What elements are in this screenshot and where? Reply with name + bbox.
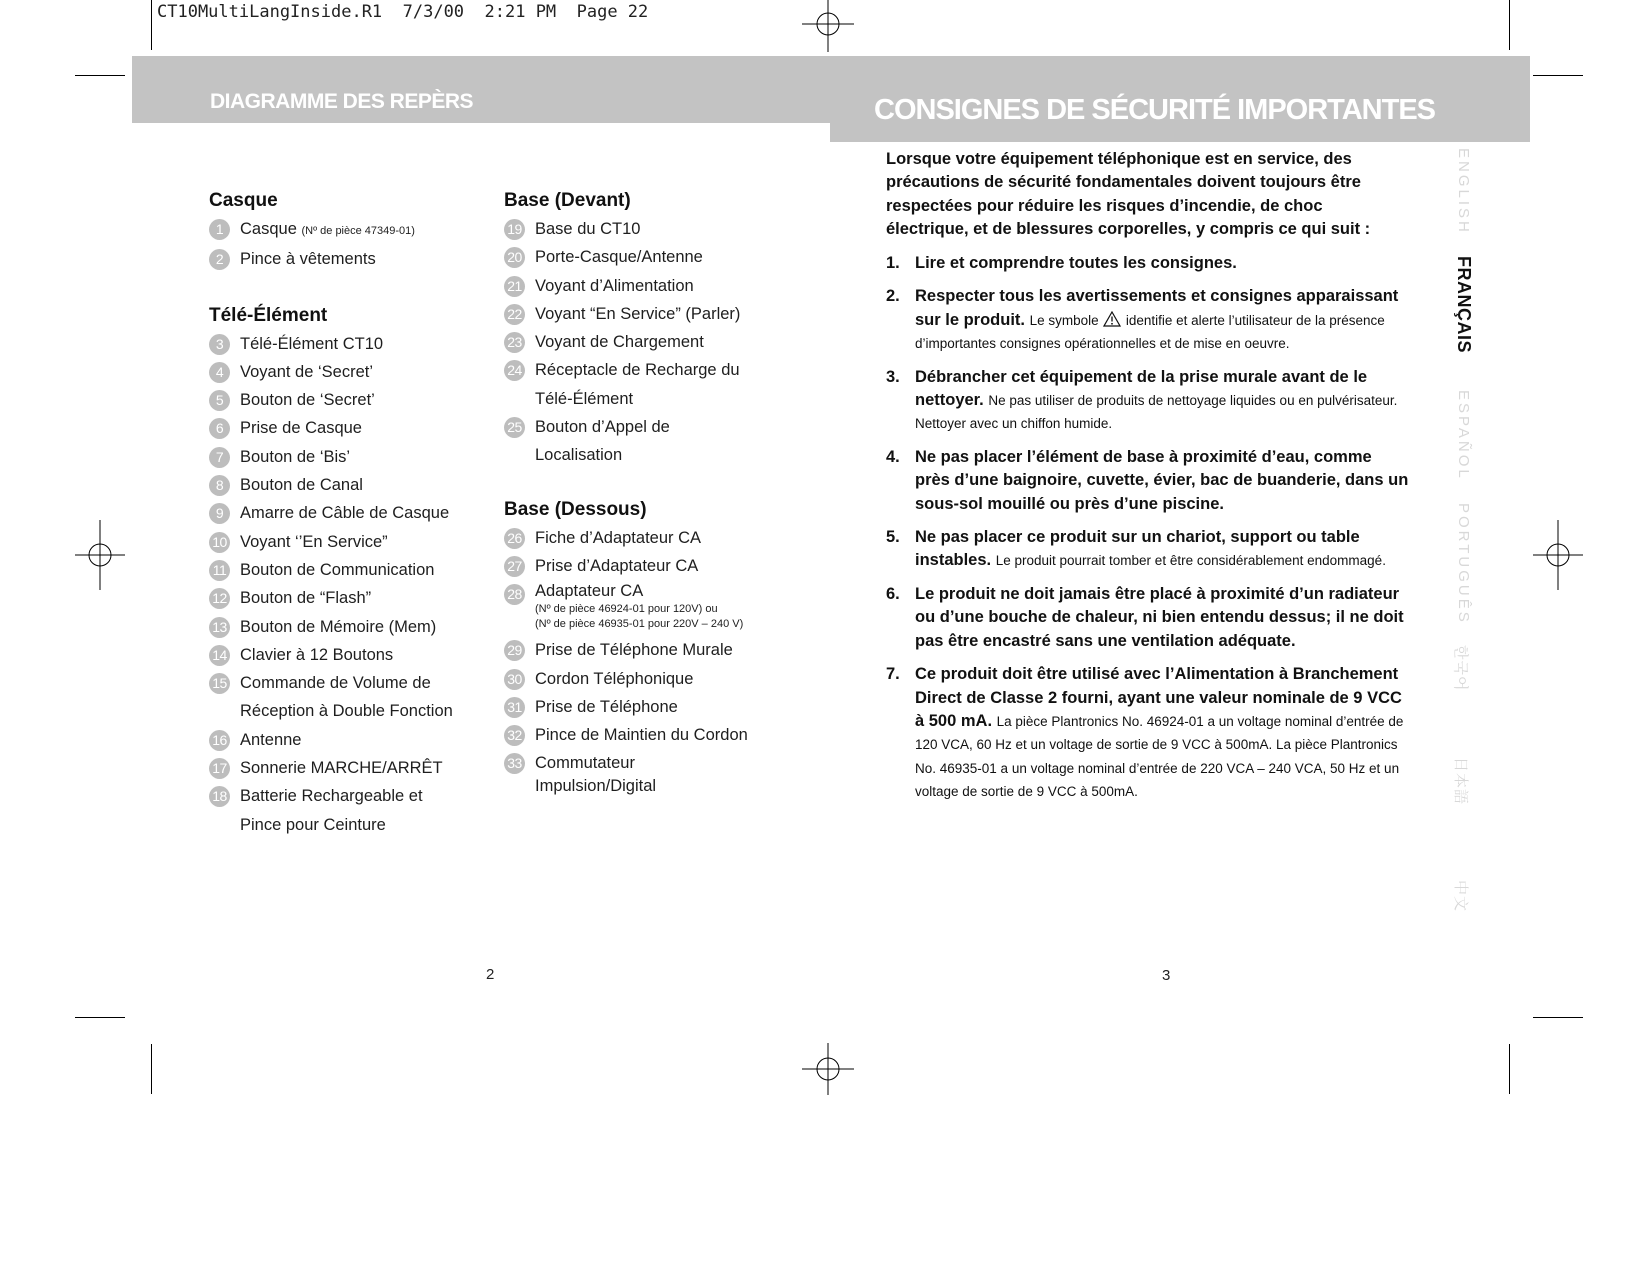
item-label: Bouton de “Flash” [240,589,372,608]
crop-mark [75,75,125,76]
safety-item [886,583,1411,653]
left-page-title: DIAGRAMME DES REPÈRS [210,90,474,113]
legend-item [209,726,489,754]
item-number-badge: 3 [209,334,230,355]
item-number-badge: 10 [209,532,230,553]
legend-item [504,665,804,693]
legend-item [209,443,489,471]
safety-item-bold: Lire et comprendre toutes les consignes. [915,254,1237,272]
item-number-badge: 22 [504,304,525,325]
legend-item [504,300,804,328]
item-number-badge: 2 [209,249,230,270]
legend-item [209,245,489,273]
item-label: Prise de Téléphone [535,697,678,716]
legend-item [209,613,489,641]
registration-mark-icon [1533,520,1583,590]
item-label: Base du CT10 [535,220,641,238]
safety-item [886,252,1411,275]
safety-item-bold: Ne pas placer l’élément de base à proximité d’eau, comme près d’une baignoire, cuvette, évier, bac de buanderie, dans un sous-sol mouillé ou près d’une piscine. [915,447,1409,513]
item-label: Prise d’Adaptateur CA [535,556,699,575]
legend-item [504,272,804,300]
item-number-badge: 15 [209,673,230,694]
item-number-badge: 17 [209,758,230,779]
item-label: Pince de Maintien du Cordon [535,726,748,745]
item-label-continued: Pince pour Ceinture [240,815,386,834]
item-number-badge: 14 [209,645,230,666]
legend-item [209,215,489,245]
item-number-badge: 32 [504,725,525,746]
safety-item-text: identifie et alerte l’utilisateur de la présence d’importantes consignes opérationnelles et de mise en oeuvre. [915,312,1385,352]
crop-mark [1509,1044,1510,1094]
crop-mark [151,0,152,50]
safety-item-bold: Respecter tous les avertissements et consignes apparaissant sur le produit. [915,287,1399,329]
item-number-badge: 19 [504,219,525,240]
section-title-tele-element: Télé-Élément [209,304,328,326]
item-number-badge: 5 [209,390,230,411]
section-title-base-dessous: Base (Dessous) [504,498,647,520]
language-tab-english[interactable]: ENGLISH [1455,148,1472,235]
legend-item [209,754,489,782]
item-label: Sonnerie MARCHE/ARRÊT [240,759,443,778]
language-tab-chinese[interactable]: 中文 [1452,880,1469,913]
safety-list [886,252,1411,814]
item-label: Voyant “En Service” (Parler) [535,304,741,323]
registration-mark-icon [802,1043,854,1095]
safety-item [886,526,1411,573]
warning-triangle-icon [1103,311,1121,327]
item-number-badge: 25 [504,417,525,438]
legend-item [209,669,489,726]
safety-item-bold: Le produit ne doit jamais être placé à proximité d’un radiateur ou d’une bouche de chaleur, ni bien entendu dessus; il ne doit pas être encastré sans une ventilation adéquate. [915,584,1404,650]
item-label: Voyant de Chargement [535,333,704,352]
safety-item-number: 3. [886,367,900,386]
item-number-badge: 20 [504,247,525,268]
item-label: Bouton de Mémoire (Mem) [240,617,437,636]
crop-mark [75,1017,125,1018]
crop-mark [151,1044,152,1094]
page-number-right: 3 [1162,967,1171,984]
language-tab-espanol[interactable]: ESPAÑOL [1455,390,1472,481]
item-number-badge: 8 [209,475,230,496]
legend-item [209,471,489,499]
printer-slug-line: CT10MultiLangInside.R1 7/3/00 2:21 PM Page 22 [157,2,649,22]
language-tab-portugues[interactable]: PORTUGUÊS [1455,503,1472,625]
item-number-badge: 33 [504,753,525,774]
safety-item-number: 4. [886,447,900,466]
item-number-badge: 6 [209,418,230,439]
registration-mark-icon [802,0,854,52]
item-number-badge: 7 [209,447,230,468]
item-label: Bouton d’Appel de [535,418,670,437]
item-number-badge: 4 [209,362,230,383]
legend-item [504,215,804,243]
right-page-title: CONSIGNES DE SÉCURITÉ IMPORTANTES [874,94,1436,126]
item-number-badge: 23 [504,332,525,353]
safety-item-bold: Ce produit doit être utilisé avec l’Alimentation à Branchement Direct de Classe 2 fourni, ayant une valeur nominale de 9 VCC à 500 mA. [915,665,1402,730]
item-label: Clavier à 12 Boutons [240,645,394,664]
legend-item [504,524,804,552]
item-label-continued: Télé-Élément [535,389,634,408]
item-number-badge: 1 [209,219,230,240]
item-label: Antenne [240,730,302,749]
item-label: Bouton de Canal [240,476,363,495]
safety-item [886,366,1411,436]
item-label: Prise de Casque [240,419,362,438]
safety-item-text: Ne pas utiliser de produits de nettoyage liquides ou en pulvérisateur. Nettoyer avec un chiffon humide. [915,393,1398,432]
safety-item-number: 6. [886,584,900,603]
item-label: Amarre de Câble de Casque [240,504,450,523]
legend-item [209,641,489,669]
legend-column-1 [209,187,489,839]
item-number-badge: 28 [504,584,525,605]
item-label: Casque [240,220,297,238]
legend-item [209,386,489,414]
item-number-badge: 24 [504,360,525,381]
item-number-badge: 9 [209,503,230,524]
safety-intro: Lorsque votre équipement téléphonique est en service, des précautions de sécurité fondamentales doivent toujours être respectées pour réduire les risques d’incendie, de choc électrique, et de blessures corporelles, y compris ce qui suit : [886,150,1371,239]
crop-mark [1509,0,1510,50]
item-number-badge: 27 [504,556,525,577]
item-label-continued: Réception à Double Fonction [240,702,453,721]
legend-item [504,749,804,798]
item-label: Prise de Téléphone Murale [535,641,733,660]
language-tab-korean[interactable]: 한국어 [1452,645,1469,692]
safety-item-number: 7. [886,665,900,684]
page-number-left: 2 [486,966,495,983]
safety-item-text: Le symbole [1029,312,1099,328]
legend-item [209,499,489,527]
item-number-badge: 30 [504,669,525,690]
safety-item-number: 5. [886,528,900,547]
legend-item [209,414,489,442]
legend-item [209,782,489,839]
item-number-badge: 26 [504,528,525,549]
legend-item [504,580,804,632]
section-title-base-devant: Base (Devant) [504,190,631,211]
item-number-badge: 18 [209,786,230,807]
safety-item-number: 2. [886,287,900,306]
section-title-casque: Casque [209,190,278,211]
safety-item-number: 1. [886,254,900,272]
safety-item [886,285,1411,355]
safety-item [886,663,1411,803]
registration-mark-icon [75,520,125,590]
item-label: Adaptateur CA [535,582,644,601]
item-label: Fiche d’Adaptateur CA [535,528,702,547]
legend-item [209,556,489,584]
item-label: Voyant d’Alimentation [535,276,694,295]
item-part-note: (Nº de pièce 46924-01 pour 120V) ou [535,603,718,616]
item-label-continued: Impulsion/Digital [535,777,657,796]
item-label: Bouton de Communication [240,560,435,579]
item-label: Voyant ‘’En Service” [240,532,388,551]
item-number-badge: 29 [504,640,525,661]
language-tab-japanese[interactable]: 日本語 [1452,757,1469,806]
item-label: Cordon Téléphonique [535,669,694,688]
safety-item-text: Le produit pourrait tomber et être considérablement endommagé. [995,553,1386,569]
item-label: Télé-Élément CT10 [240,334,384,353]
item-number-badge: 31 [504,697,525,718]
item-label: Commutateur [535,754,635,773]
legend-item [504,693,804,721]
item-label: Batterie Rechargeable et [240,787,423,806]
item-label: Bouton de ‘Secret’ [240,391,375,410]
item-label: Pince à vêtements [240,250,376,269]
safety-item-text: La pièce Plantronics No. 46924-01 a un voltage nominal d’entrée de 120 VCA, 60 Hz et un voltage de sortie de 9 VCC à 500mA. La pièce Plantronics No. 46935-01 a un voltage nominal d’entrée de 220 VCA – 240 VCA, 50 Hz et un voltage de sortie de 9 VCC à 500mA. [915,713,1404,800]
item-label: Voyant de ‘Secret’ [240,362,373,381]
item-part-note: (Nº de pièce 46935-01 pour 220V – 240 V) [535,618,744,631]
safety-item-bold: Ne pas placer ce produit sur un chariot, support ou table instables. [915,528,1360,570]
item-part-note: (Nº de pièce 47349-01) [301,225,415,237]
item-label: Réceptacle de Recharge du [535,361,740,380]
safety-item-bold: Débrancher cet équipement de la prise murale avant de le nettoyer. [915,367,1368,410]
item-label: Commande de Volume de [240,674,431,693]
item-number-badge: 11 [209,560,230,581]
legend-item [504,413,804,470]
legend-item [504,243,804,271]
legend-item [504,636,804,664]
item-label: Porte-Casque/Antenne [535,248,703,267]
legend-item [209,358,489,386]
legend-item [504,552,804,580]
legend-item [209,528,489,556]
legend-item [209,330,489,358]
legend-column-2 [504,187,804,798]
item-number-badge: 16 [209,730,230,751]
legend-item [504,356,804,413]
item-label: Bouton de ‘Bis’ [240,447,351,466]
crop-mark [1533,75,1583,76]
crop-mark [1533,1017,1583,1018]
language-tab-francais[interactable]: FRANÇAIS [1454,256,1474,353]
item-number-badge: 13 [209,617,230,638]
legend-item [504,721,804,749]
legend-item [209,584,489,612]
legend-item [504,328,804,356]
item-number-badge: 21 [504,276,525,297]
safety-item [886,446,1411,516]
item-label-continued: Localisation [535,446,623,465]
item-number-badge: 12 [209,588,230,609]
